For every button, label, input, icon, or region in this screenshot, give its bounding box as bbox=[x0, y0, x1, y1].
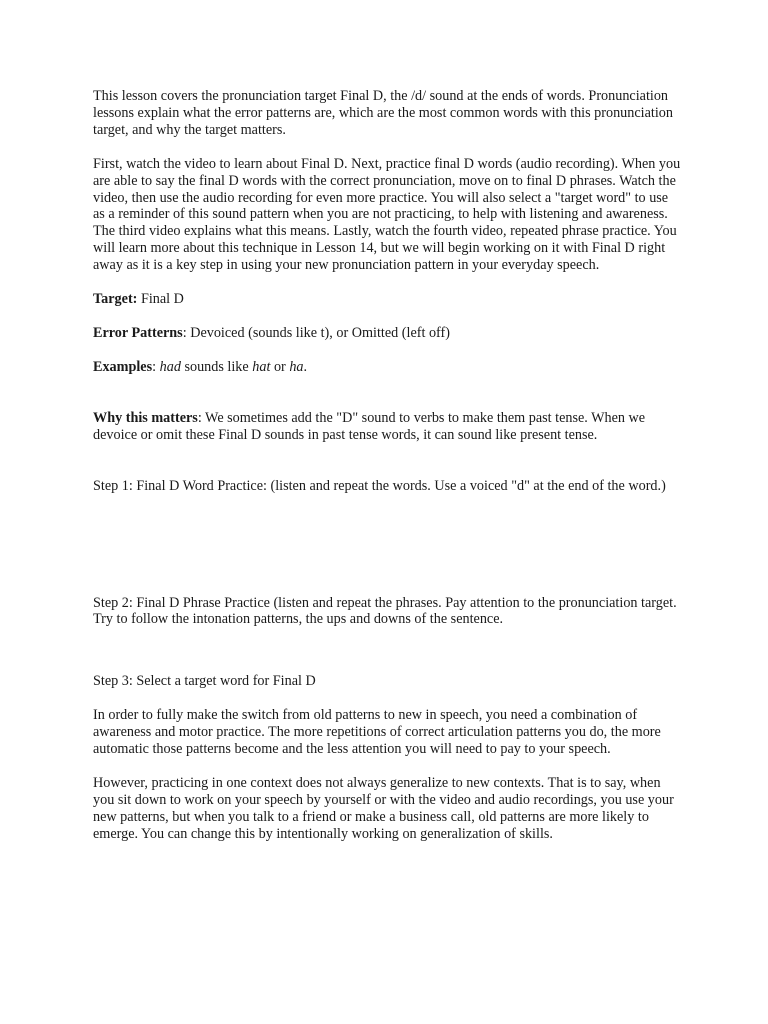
example-word-had: had bbox=[159, 358, 181, 375]
instructions-paragraph: First, watch the video to learn about Final D. Next, practice final D words (audio recording). When you are able to say the final D words with the correct pronunciation, move on to final D phrases. Watch the video, then use the audio recording for even more practice. You will also select a "target word" to use as a reminder of this sound pattern when you are not practicing, to help with listening and awareness. The third video explains what this means. Lastly, watch the fourth video, repeated phrase practice. You will learn more about this technique in Lesson 14, but we will begin working on it with Final D right away as it is a key step in using your new pronunciation pattern in your everyday speech. bbox=[93, 155, 681, 274]
why-this-matters-paragraph bbox=[93, 410, 683, 444]
intro-paragraph: This lesson covers the pronunciation target Final D, the /d/ sound at the ends of words. Pronunciation lessons explain what the error patterns are, which are the most common words with this pronunciation target, and why the target matters. bbox=[93, 88, 673, 138]
target-value: Final D bbox=[137, 291, 184, 308]
switch-paragraph: In order to fully make the switch from old patterns to new in speech, you need a combination of awareness and motor practice. The more repetitions of correct articulation patterns you do, the more automatic those patterns become and the less attention you will need to pay to your speech. bbox=[93, 707, 661, 758]
target-label: Target: bbox=[93, 291, 138, 308]
why-this-matters-text: : We sometimes add the "D" sound to verbs to make them past tense. When we devoice or omit these Final D sounds in past tense words, it can sound like present tense. bbox=[93, 409, 646, 443]
examples-line: Examples: had sounds like hat or ha. bbox=[93, 358, 308, 375]
example-word-ha: ha bbox=[289, 358, 304, 375]
target-line bbox=[93, 291, 683, 308]
example-word-hat: hat bbox=[252, 358, 271, 375]
step3-heading: Step 3: Select a target word for Final D bbox=[93, 673, 316, 690]
error-patterns-label: Error Patterns bbox=[93, 324, 183, 341]
error-patterns-value: : Devoiced (sounds like t), or Omitted (left off) bbox=[182, 324, 450, 341]
examples-label: Examples bbox=[93, 358, 153, 375]
why-this-matters-label: Why this matters bbox=[93, 409, 198, 426]
step1-paragraph: Step 1: Final D Word Practice: (listen and repeat the words. Use a voiced "d" at the end of the word.) bbox=[93, 477, 666, 494]
document-body bbox=[93, 88, 683, 843]
error-patterns-line bbox=[93, 325, 683, 342]
step2-paragraph: Step 2: Final D Phrase Practice (listen and repeat the phrases. Pay attention to the pronunciation target. Try to follow the intonation patterns, the ups and downs of the sentence. bbox=[93, 594, 677, 628]
context-paragraph: However, practicing in one context does not always generalize to new contexts. That is to say, when you sit down to work on your speech by yourself or with the video and audio recordings, you use your new patterns, but when you talk to a friend or make a business call, old patterns are more likely to emerge. You can change this by intentionally working on generalization of skills. bbox=[93, 774, 674, 842]
